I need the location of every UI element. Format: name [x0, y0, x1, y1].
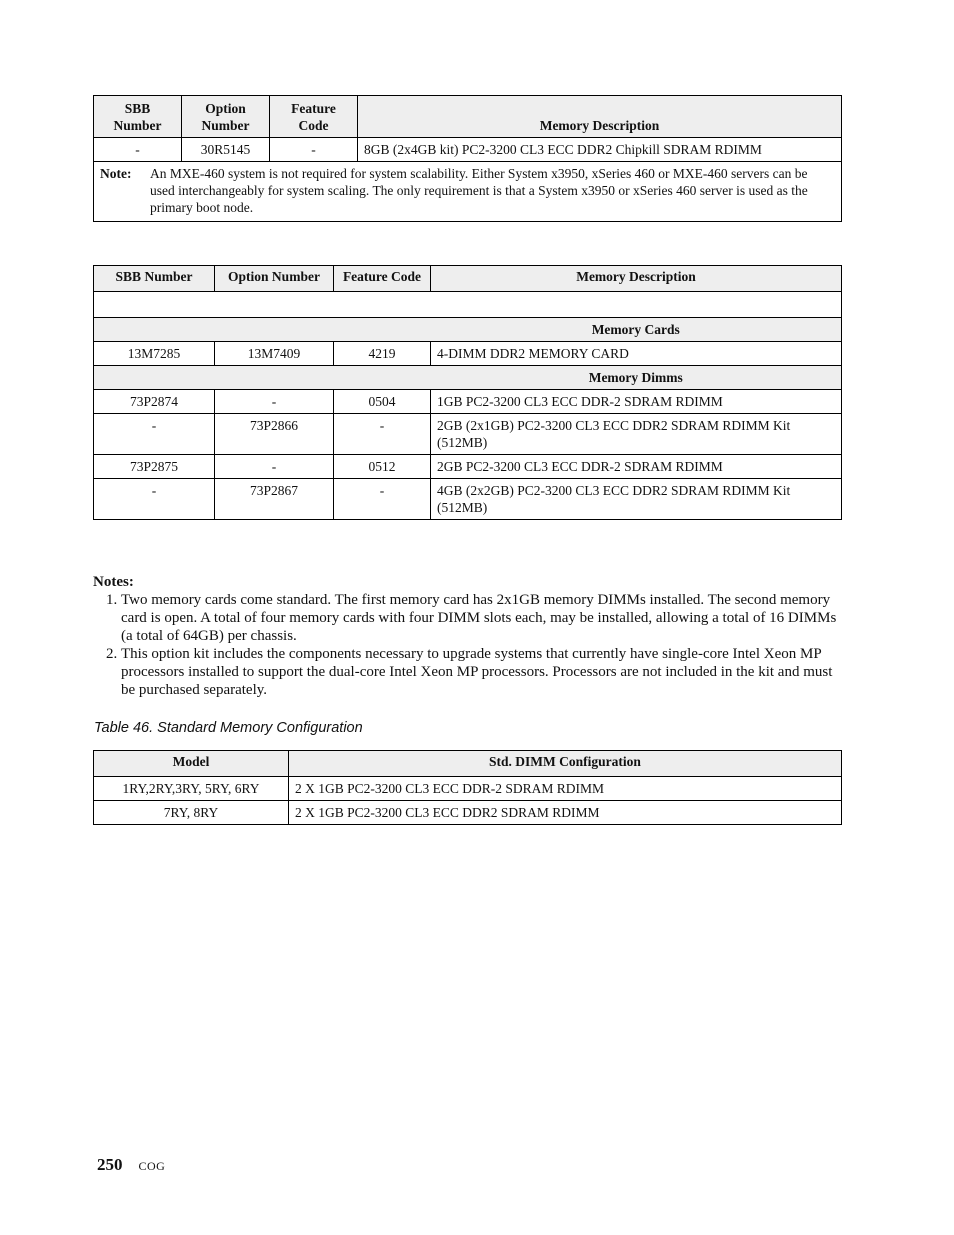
cell-configuration: 2 X 1GB PC2-3200 CL3 ECC DDR2 SDRAM RDIMM: [289, 801, 842, 825]
option-table: [93, 95, 842, 222]
cell-description: 2GB (2x1GB) PC2-3200 CL3 ECC DDR2 SDRAM RDIMM Kit (512MB): [431, 414, 842, 455]
cell-sbb: -: [94, 138, 182, 162]
header-sbb-number: SBB Number: [94, 96, 182, 138]
cell-feature: -: [270, 138, 358, 162]
section-label-memory-cards: Memory Cards: [431, 318, 842, 342]
standard-memory-configuration-table: [93, 750, 842, 825]
table-caption: Table 46. Standard Memory Configuration: [94, 720, 363, 736]
cell-option: -: [215, 455, 334, 479]
header-std-dimm-configuration: Std. DIMM Configuration: [289, 751, 842, 777]
table-row: [94, 777, 842, 801]
cell-feature: 0504: [334, 390, 431, 414]
section-row-memory-dimms: [94, 366, 842, 390]
cell-model: 1RY,2RY,3RY, 5RY, 6RY: [94, 777, 289, 801]
header-model: Model: [94, 751, 289, 777]
table-row: [94, 138, 842, 162]
note-item: 1. Two memory cards come standard. The first memory card has 2x1GB memory DIMMs installed. The second memory card is open. A total of four memory cards with four DIMM slots each, may be installed, allowing a total of 16 DIMMs (a total of 64GB) per chassis.: [121, 591, 843, 645]
cell-description: 4GB (2x2GB) PC2-3200 CL3 ECC DDR2 SDRAM RDIMM Kit (512MB): [431, 479, 842, 520]
header-option-number: Option Number: [182, 96, 270, 138]
cell-sbb: 13M7285: [94, 342, 215, 366]
cell-sbb: 73P2875: [94, 455, 215, 479]
note-row: [94, 162, 842, 222]
header-memory-description: Memory Description: [431, 266, 842, 292]
header-feature-code: Feature Code: [270, 96, 358, 138]
notes-section: [93, 573, 843, 699]
table-row: [94, 801, 842, 825]
notes-list: [93, 591, 843, 699]
section-label-memory-dimms: Memory Dimms: [431, 366, 842, 390]
cell-feature: 4219: [334, 342, 431, 366]
cell-description: 8GB (2x4GB kit) PC2-3200 CL3 ECC DDR2 Chipkill SDRAM RDIMM: [358, 138, 842, 162]
cell-option: 73P2867: [215, 479, 334, 520]
header-sbb-number: SBB Number: [94, 266, 215, 292]
cell-option: 73P2866: [215, 414, 334, 455]
header-option-number: Option Number: [215, 266, 334, 292]
section-row-memory-cards: [94, 318, 842, 342]
table-header-row: [94, 751, 842, 777]
empty-row: [94, 292, 842, 318]
cell-model: 7RY, 8RY: [94, 801, 289, 825]
table-header-row: [94, 266, 842, 292]
table-row: [94, 390, 842, 414]
table-row: [94, 479, 842, 520]
notes-title: Notes:: [93, 574, 134, 590]
cell-sbb: 73P2874: [94, 390, 215, 414]
cell-feature: 0512: [334, 455, 431, 479]
empty-cell: [94, 292, 842, 318]
note-cell: [94, 162, 842, 222]
cell-feature: -: [334, 479, 431, 520]
cell-description: 2GB PC2-3200 CL3 ECC DDR-2 SDRAM RDIMM: [431, 455, 842, 479]
table-row: [94, 342, 842, 366]
note-label: Note:: [100, 166, 132, 181]
memory-options-table: [93, 265, 842, 520]
table-header-row: [94, 96, 842, 138]
note-item: 2. This option kit includes the components necessary to upgrade systems that currently have single-core Intel Xeon MP processors installed to support the dual-core Intel Xeon MP processors. Processors are not included in the kit and must be purchased separately.: [121, 645, 843, 699]
cell-sbb: -: [94, 479, 215, 520]
cell-configuration: 2 X 1GB PC2-3200 CL3 ECC DDR-2 SDRAM RDIMM: [289, 777, 842, 801]
cell-description: 4-DIMM DDR2 MEMORY CARD: [431, 342, 842, 366]
header-feature-code: Feature Code: [334, 266, 431, 292]
table-row: [94, 414, 842, 455]
section-spacer: [94, 366, 431, 390]
cell-feature: -: [334, 414, 431, 455]
cell-option: -: [215, 390, 334, 414]
cell-sbb: -: [94, 414, 215, 455]
document-name: COG: [138, 1159, 166, 1173]
page-number: 250: [97, 1155, 123, 1174]
note-text: An MXE-460 system is not required for system scalability. Either System x3950, xSeries 460 or MXE-460 servers can be used interchangeably for system scaling. The only requirement is that a System x3950 or xSeries 460 server is used as the primary boot node.: [150, 166, 808, 215]
cell-description: 1GB PC2-3200 CL3 ECC DDR-2 SDRAM RDIMM: [431, 390, 842, 414]
table-row: [94, 455, 842, 479]
cell-option: 30R5145: [182, 138, 270, 162]
page-footer: [97, 1155, 165, 1175]
section-spacer: [94, 318, 431, 342]
cell-option: 13M7409: [215, 342, 334, 366]
header-memory-description: Memory Description: [358, 96, 842, 138]
